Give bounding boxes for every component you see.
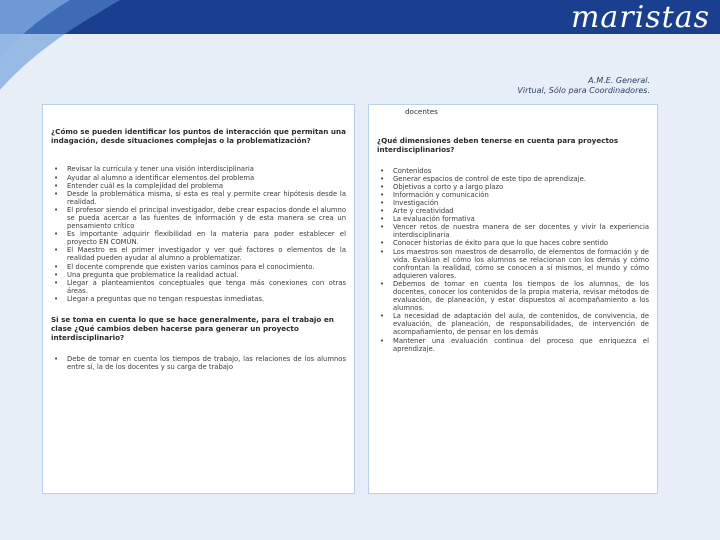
list-item: • El profesor siendo el principal investigador, debe crear espacios donde el alumno se pueda acercar a las fuentes de información y de esta manera se crea un pensamiento crítico <box>54 205 346 231</box>
list-item: • Generar espacios de control de este tipo de aprendizaje. <box>380 174 586 183</box>
list-item: • Contenidos <box>380 166 432 175</box>
list-item: • Vencer retos de nuestra manera de ser docentes y vivir la experiencia interdisciplinaria <box>380 223 649 240</box>
list-item: • Llegar a planteamientos conceptuales que tenga más conexiones con otras áreas. <box>54 278 346 295</box>
list-item: • La evaluación formativa <box>380 215 475 224</box>
list-item: • El Maestro es el primer investigador y ver qué factores o elementos de la realidad pueden ayudar al alumno a problematizar. <box>54 246 346 263</box>
question-changes-for-project: Si se toma en cuenta lo que se hace generalmente, para el trabajo en clase ¿Qué cambios deben hacerse para generar un proyecto interdisciplinario? <box>51 315 334 343</box>
question-interaction-points: ¿Cómo se pueden identificar los puntos de interacción que permitan una indagación, desde situaciones complejas o la problematización? <box>51 127 346 146</box>
list-item: • Objetivos a corto y a largo plazo <box>380 182 504 191</box>
list-item: • Conocer historias de éxito para que lo que haces cobre sentido <box>380 239 609 248</box>
list-item: • Debemos de tomar en cuenta los tiempos de los alumnos, de los docentes, conocer los contenidos de la propia materia, revisar métodos de evaluación, de planeación, y estar dispuestos al acompañamiento a los alumnos. <box>380 279 649 313</box>
list-item: • Arte y creatividad <box>380 207 454 216</box>
continued-text-fragment: docentes <box>405 107 438 116</box>
right-panel <box>368 104 658 494</box>
answer-list-3 <box>377 167 649 353</box>
list-item: • Es importante adquirir flexibilidad en la materia para poder establecer el proyecto EN COMÚN. <box>54 230 346 247</box>
list-item: • Debe de tomar en cuenta los tiempos de trabajo, las relaciones de los alumnos entre sí, la de los docentes y su carga de trabajo <box>54 354 346 371</box>
list-item: • Una pregunta que problematice la realidad actual. <box>54 270 239 279</box>
list-item: • Revisar la currícula y tener una visión interdisciplinaria <box>54 165 254 174</box>
list-item: • Llegar a preguntas que no tengan respuestas inmediatas. <box>54 294 265 303</box>
list-item: • La necesidad de adaptación del aula, de contenidos, de convivencia, de evaluación, de planeación, de responsabilidades, de intervención de acompañamiento, de pensar en los demás <box>380 312 649 337</box>
header-line-1: A.M.E. General. <box>588 76 650 85</box>
left-panel <box>42 104 355 494</box>
document-header <box>517 76 650 96</box>
list-item: • El docente comprende que existen varios caminos para el conocimiento. <box>54 262 315 271</box>
list-item: • Mantener una evaluación continua del proceso que enriquezca el aprendizaje. <box>380 336 649 353</box>
header-line-2: Virtual, Sólo para Coordinadores. <box>517 86 650 95</box>
answer-list-2 <box>51 355 346 371</box>
answer-list-1 <box>51 165 346 303</box>
list-item: • Investigación <box>380 198 439 207</box>
question-dimensions: ¿Qué dimensiones deben tenerse en cuenta para proyectos interdisciplinarios? <box>377 136 619 155</box>
list-item: • Ayudar al alumno a identificar elementos del problema <box>54 173 255 182</box>
maristas-logo: maristas <box>570 0 710 35</box>
corner-swoosh-decoration <box>0 0 130 100</box>
list-item: • Los maestros son maestros de desarrollo, de elementos de formación y de vida. Evalúan el cómo los alumnos se relacionan con los demás y cómo confrontan la realidad, cómo se conocen a sí mismos, el mundo y cómo adquieren valores. <box>380 247 649 280</box>
list-item: • Entender cuál es la complejidad del problema <box>54 181 224 190</box>
list-item: • Desde la problemática misma, si esta es real y permite crear hipótesis desde la realidad. <box>54 189 346 206</box>
list-item: • Información y comunicación <box>380 190 489 199</box>
